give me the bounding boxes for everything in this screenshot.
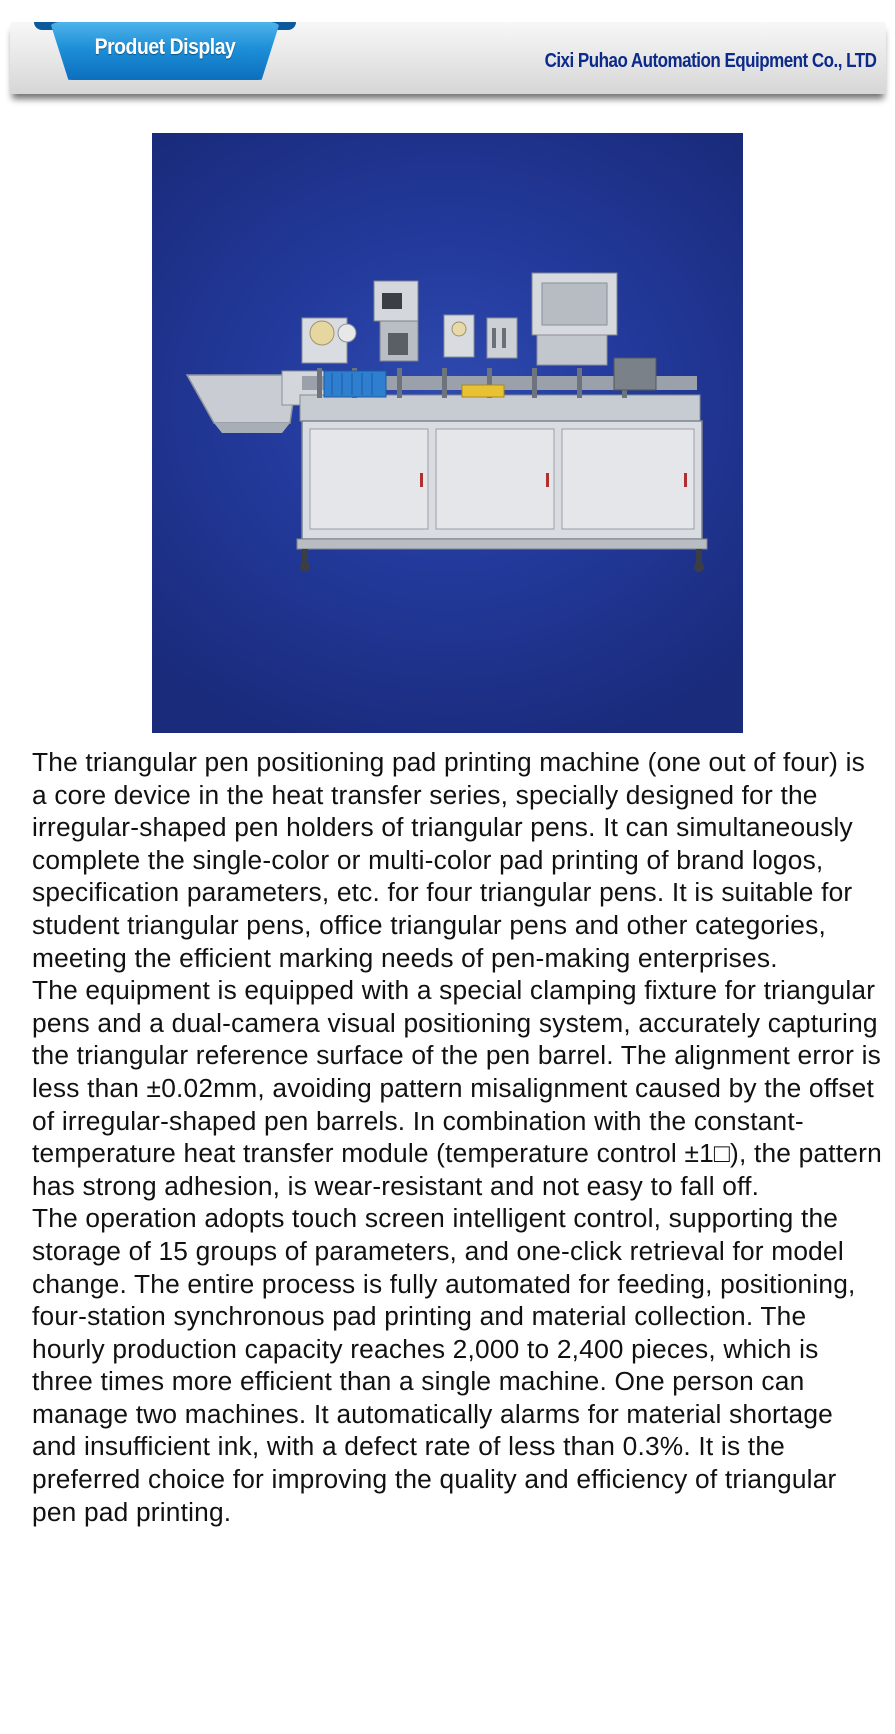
product-description bbox=[32, 746, 882, 1528]
company-name: Cixi Puhao Automation Equipment Co., LTD bbox=[544, 50, 876, 72]
feed-hopper bbox=[187, 375, 297, 423]
product-photo bbox=[152, 133, 743, 733]
description-paragraph-2: The equipment is equipped with a special clamping fixture for triangular pens and a dual-camera visual positioning system, accurately capturing the triangular reference surface of the pen barrel. The alignment error is less than ±0.02mm, avoiding pattern misalignment caused by the offset of irregular-shaped pen barrels. In combination with the constant-temperature heat transfer module (temperature control ±1□), the pattern has strong adhesion, is wear-resistant and not easy to fall off. bbox=[32, 975, 882, 1201]
header-banner bbox=[10, 22, 886, 94]
description-paragraph-3: The operation adopts touch screen intelligent control, supporting the storage of 15 groups of parameters, and one-click retrieval for model change. The entire process is fully automated for feeding, positioning, four-station synchronous pad printing and material collection. The hourly production capacity reaches 2,000 to 2,400 pieces, which is three times more efficient than a single machine. One person can manage two machines. It automatically alarms for material shortage and insufficient ink, with a defect rate of less than 0.3%. It is the preferred choice for improving the quality and efficiency of triangular pen pad printing. bbox=[32, 1203, 856, 1527]
section-tab-label: Produet Display bbox=[94, 34, 236, 59]
machine-illustration bbox=[152, 133, 743, 733]
description-paragraph-1: The triangular pen positioning pad printing machine (one out of four) is a core device in the heat transfer series, specially designed for the irregular-shaped pen holders of triangular pens. It can simultaneously complete the single-color or multi-color pad printing of brand logos, specification parameters, etc. for four triangular pens. It is suitable for student triangular pens, office triangular pens and other categories, meeting the efficient marking needs of pen-making enterprises. bbox=[32, 747, 866, 973]
